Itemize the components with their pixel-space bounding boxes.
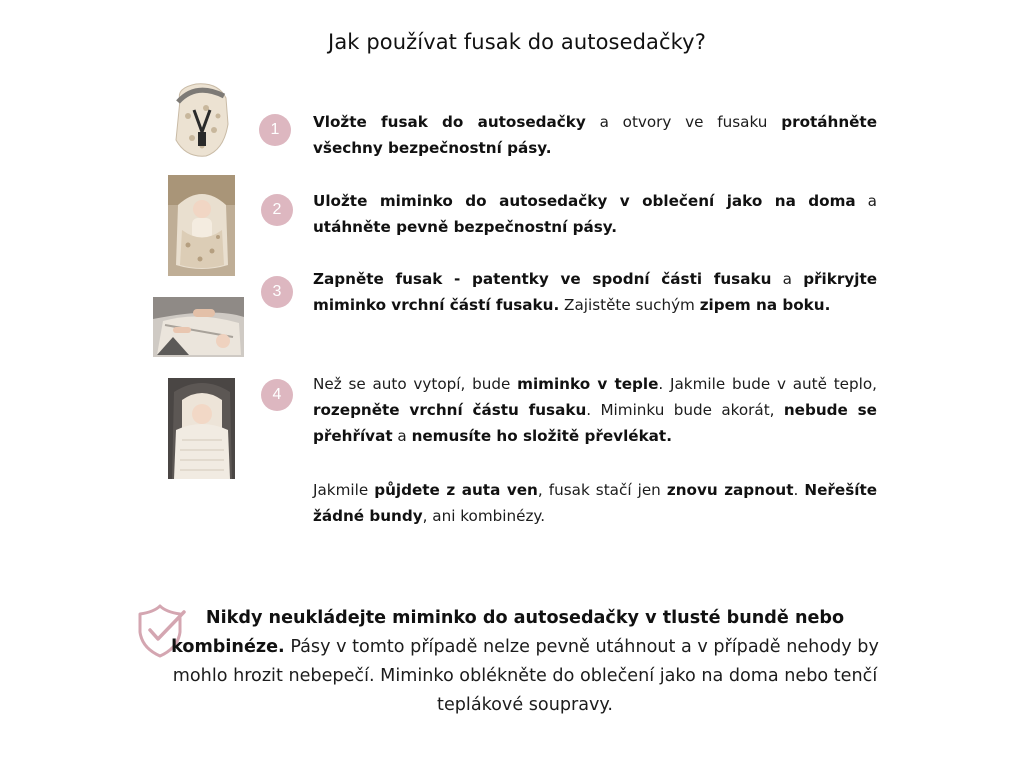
warning-seg-0: Nikdy neukládejte miminko do autosedačky v tlusté bundě nebo kombinéze. [171, 608, 845, 657]
extra-seg-2: , fusak stačí jen [537, 481, 667, 499]
step-text-4 [313, 371, 877, 449]
step-1-seg-1: a otvory ve fusaku [585, 113, 782, 131]
zipping-footmuff-photo [153, 297, 244, 357]
extra-seg-0: Jakmile [313, 481, 375, 499]
step-2-seg-2: utáhněte pevně bezpečnostní pásy. [313, 218, 618, 236]
step-number-3: 3 [261, 276, 293, 308]
extra-paragraph [313, 477, 877, 529]
step-1-seg-2: protáhněte všechny bezpečnostní pásy. [313, 113, 877, 157]
step-2-seg-0: Uložte miminko do autosedačky v oblečení jako na doma [313, 192, 856, 210]
car-seat-photo [166, 80, 234, 160]
warning-seg-1: Pásy v tomto případě nelze pevně utáhnout a v případě nehody by mohlo hrozit nebepečí. Miminko oblékněte do oblečení jako na doma nebo tenčí teplákové soupravy. [172, 637, 879, 715]
step-4-seg-4: . Miminku bude akorát, [586, 401, 784, 419]
step-4-seg-5: nebude se přehřívat [313, 401, 877, 445]
step-4-seg-3: rozepněte vrchní částu fusaku [313, 401, 587, 419]
step-text-1 [313, 109, 877, 161]
step-2-seg-1: a [855, 192, 877, 210]
step-text-3 [313, 266, 877, 318]
extra-seg-5: Neřešíte žádné bundy [313, 481, 877, 525]
step-1-seg-0: Vložte fusak do autosedačky [313, 113, 586, 131]
step-3-seg-4: zipem na boku. [699, 296, 831, 314]
extra-seg-3: znovu zapnout [666, 481, 794, 499]
page-title: Jak používat fusak do autosedačky? [328, 30, 706, 54]
extra-seg-4: . [793, 481, 805, 499]
baby-in-seat-photo [168, 175, 235, 276]
baby-wrapped-photo [168, 378, 235, 479]
step-4-seg-6: a [392, 427, 412, 445]
step-3-seg-2: přikryjte miminko vrchní částí fusaku. [313, 270, 878, 314]
step-3-seg-0: Zapněte fusak - patentky ve spodní části fusaku [313, 270, 772, 288]
warning-text [160, 604, 890, 720]
extra-seg-6: , ani kombinézy. [422, 507, 546, 525]
step-4-seg-2: . Jakmile bude v autě teplo, [658, 375, 877, 393]
step-text-2 [313, 188, 877, 240]
step-number-4: 4 [261, 379, 293, 411]
step-4-seg-1: miminko v teple [517, 375, 659, 393]
step-number-2: 2 [261, 194, 293, 226]
step-4-seg-0: Než se auto vytopí, bude [313, 375, 518, 393]
extra-seg-1: půjdete z auta ven [374, 481, 538, 499]
step-3-seg-1: a [771, 270, 804, 288]
step-3-seg-3: Zajistěte suchým [559, 296, 700, 314]
step-number-1: 1 [259, 114, 291, 146]
step-4-seg-7: nemusíte ho složitě převlékat. [411, 427, 672, 445]
